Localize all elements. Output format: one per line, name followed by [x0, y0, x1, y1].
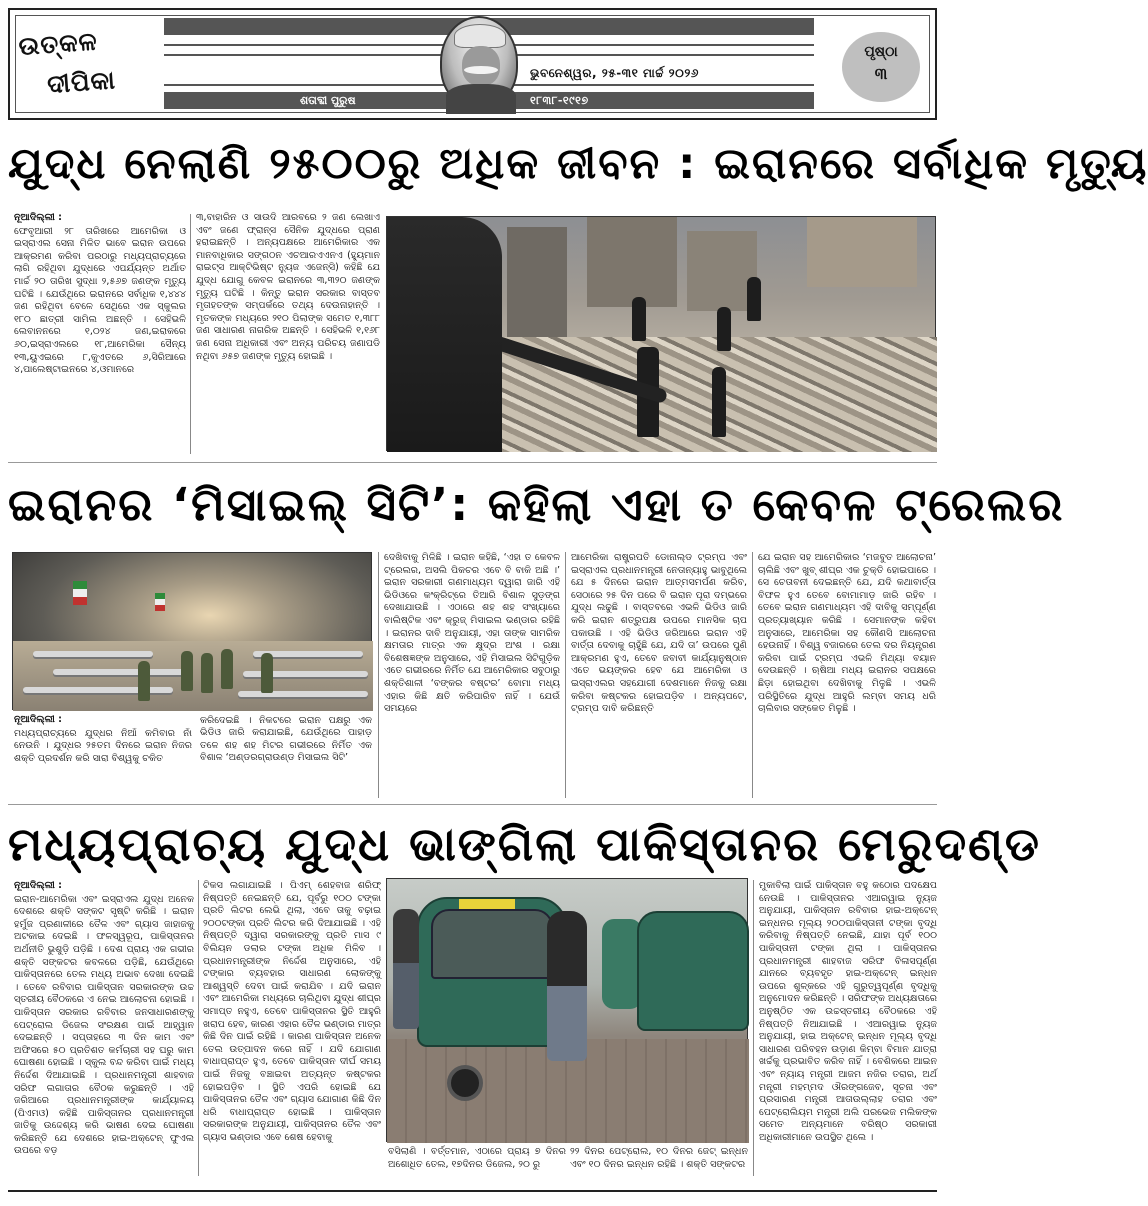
photo-missile: [23, 687, 173, 693]
centenary-label: ଶତାବ୍ଦୀ ପୁରୁଷ: [300, 94, 356, 107]
story-divider: [8, 462, 937, 463]
story2-column-3: [384, 552, 560, 800]
photo-building: [507, 227, 567, 337]
photo-soldier: [221, 649, 233, 689]
story3-photo-auto-rickshaws: [386, 878, 748, 1142]
photo-rescue-worker: [632, 297, 646, 341]
photo-soldier: [138, 661, 150, 701]
photo-soldier: [181, 651, 193, 691]
story1-photo-rubble-rescue: [386, 216, 936, 451]
story3-text-4: ୨୨ ଦିନର ପେଟ୍ରୋଲ, ୧୦ ଦିନର ଜେଟ୍ ଇନ୍ଧନ ଏବଂ ୧୦ ଦିନର ଇନ୍ଧନ ରହିଛି । ଶକ୍ତି ସଙ୍କଟର: [570, 1146, 748, 1170]
story1-column-1: [14, 212, 186, 457]
story3-headline: ମଧ୍ୟପ୍ରାଚ୍ୟ ଯୁଦ୍ଧ ଭାଙ୍ଗିଲା ପାକିସ୍ତାନର ମେରୁଦଣ୍ଡ: [8, 817, 1041, 871]
story2-text-3: ଦେଖିବାକୁ ମିଳିଛି । ଇରାନ କହିଛି, ‘ଏହା ତ କେବଳ ଟ୍ରେଲର, ଅସଲି ପିକଚର ଏବେ ବି ବାକି ଅଛି ।’ ଇରାନ ସରକାରୀ ଗଣମାଧ୍ୟମ ଦ୍ୱାରା ଜାରି ଏହି ଭିଡିଓରେ କଂକ୍ରିଟ୍ରେ ତିଆରି ବିଶାଳ ସୁଡ଼ଙ୍ଗ ଦେଖାଯାଉଛି । ଏଠାରେ ଶହ ଶହ ସଂଖ୍ୟାରେ ବାଲିଷ୍ଟିକ ଏବଂ କ୍ରୁଜ୍ ମିସାଇଲ ଭଣ୍ଡାର ରହିଛି । ଇରାନର ଦାବି ଅନୁଯାୟୀ, ଏହା ତାଙ୍କ ସାମରିକ କ୍ଷମତାର ମାତ୍ର ଏକ କ୍ଷୁଦ୍ର ଅଂଶ । ରକ୍ଷା ବିଶେଷଜ୍ଞଙ୍କ ଅନୁସାରେ, ଏହି ମିସାଇଲ ସିଟିଗୁଡ଼ିକ ଏତେ ଗଭୀରରେ ନିର୍ମିତ ଯେ ଆମେରିକାର ସବୁଠାରୁ ଶକ୍ତିଶାଳୀ ‘ବଙ୍କର ବଷ୍ଟର’ ବୋମା ମଧ୍ୟ ଏହାର କିଛି କ୍ଷତି କରିପାରିବ ନାହିଁ । ଯେଉଁ ସମୟରେ: [384, 552, 560, 715]
photo-man-standing: [393, 909, 419, 1029]
story2-dateline: ନୂଆଦିଲ୍ଲୀ :: [14, 714, 62, 725]
story2-text-5: ଯେ ଇରାନ ସହ ଆମେରିକାର ‘ମଜବୁତ ଆଲୋଚନା’ ଚାଲିଛି ଏବଂ ଖୁବ୍ ଶୀଘ୍ର ଏକ ଚୁକ୍ତି ହୋଇପାରେ । ସେ ଚେତାବନୀ ଦେଇଛନ୍ତି ଯେ, ଯଦି କଥାବାର୍ତ୍ତା ବିଫଳ ହୁଏ ତେବେ ବୋମାମାଡ଼ ଜାରି ରହିବ । ତେବେ ଇରାନ ଗଣମାଧ୍ୟମ ଏହି ଦାବିକୁ ସମ୍ପୂର୍ଣ୍ଣ ପ୍ରତ୍ୟାଖ୍ୟାନ କରିଛି । ସେମାନଙ୍କ କହିବା ଅନୁସାରେ, ଆମେରିକା ସହ କୌଣସି ଆଲୋଚନା ହେଉନାହିଁ । ବିଶ୍ୱ ବଜାରରେ ତେଲ ଦର ନିୟନ୍ତ୍ରଣ କରିବା ପାଇଁ ଟ୍ରମ୍ପ ଏଭଳି ମିଥ୍ୟା ବୟାନ ଦେଉଛନ୍ତି । ଋଷିଆ ମଧ୍ୟ ଇରାନର ସପକ୍ଷରେ ଛିଡ଼ା ହୋଇଥିବା ଦେଖିବାକୁ ମିଳୁଛି । ଏଭଳି ପରିସ୍ଥିତିରେ ଯୁଦ୍ଧ ଆହୁରି ଲମ୍ବା ସମୟ ଧରି ଚାଲିବାର ସଙ୍କେତ ମିଳୁଛି ।: [758, 552, 936, 715]
photo-rickshaw-wheel: [447, 1065, 483, 1101]
photo-building: [587, 217, 677, 307]
story3-column-5: [759, 880, 937, 1180]
portrait-shoulders: [446, 84, 516, 114]
story1-column-2: [196, 212, 380, 457]
photo-soldier: [261, 653, 273, 693]
photo-rescue-worker: [717, 307, 731, 351]
story2-column-4: [571, 552, 747, 800]
story3-text-3: ବସିଲାଣି । ବର୍ତ୍ତମାନ, ଏଠାରେ ପ୍ରାୟ ୭ ଦିନର ଅଶୋଧିତ ତେଲ, ୧୭ଦିନର ଡିଜେଲ, ୨୦ ରୁ: [388, 1146, 566, 1170]
story1-text-2: ୩,ବାହାରିନ ଓ ସାଉଦି ଆରବରେ ୨ ଜଣ ଲେଖାଏ ଏବଂ ଜଣେ ଫ୍ରାନ୍ସ ସୈନିକ ଯୁଦ୍ଧରେ ପ୍ରାଣ ହରାଇଛନ୍ତି । ଅନ୍ୟପକ୍ଷରେ ଆମେରିକାର ଏକ ମାନବାଧିକାର ସଙ୍ଗଠନ ଏଚଆରଏଏନଏ (ହ୍ୟୁମାନ ରାଇଟ୍ସ ଆକ୍ଟିଭିଷ୍ଟ ନ୍ୟୁଜ ଏଜେନ୍ସି) କହିଛି ଯେ ଯୁଦ୍ଧ ଯୋଗୁ କେବଳ ଇରାନରେ ୩,୩୨୦ ଜଣଙ୍କ ମୃତ୍ୟୁ ଘଟିଛି । କିନ୍ତୁ ଇରାନ ସରକାର ବାସ୍ତବ ମୃତାହତଙ୍କ ସମ୍ପର୍କରେ ତଥ୍ୟ ଦେଉନାହାନ୍ତି । ମୃତକଙ୍କ ମଧ୍ୟରେ ୨୧୦ ପିଲାଙ୍କ ସମେତ ୧,୩୮୮ ଜଣ ସାଧାରଣ ନାଗରିକ ଅଛନ୍ତି । ସେହିଭଳି ୧,୧୬୮ ଜଣ ସେନା ଅଧିକାରୀ ଏବଂ ଅନ୍ୟ ପରିଚୟ ଜଣାପଡି ନଥିବା ୬୫୭ ଜଣଙ୍କ ମୃତ୍ୟୁ ହୋଇଛି ।: [196, 212, 380, 362]
photo-missile: [53, 669, 193, 675]
founder-portrait: [440, 16, 518, 108]
story-divider: [8, 804, 937, 805]
story3-dateline: ନୂଆଦିଲ୍ଲୀ :: [14, 880, 62, 891]
photo-rickshaw-windshield: [431, 909, 553, 979]
portrait-moustache: [464, 66, 498, 74]
column-rule: [753, 880, 754, 1176]
story3-column-3: [388, 1146, 566, 1180]
logo-line-1: ଉତ୍କଳ: [17, 26, 99, 61]
page-label: ପୃଷ୍ଠା: [864, 44, 898, 60]
story3-text-5: ମୁକାବିଲା ପାଇଁ ପାକିସ୍ତାନ ବହୁ କଠୋର ପଦକ୍ଷେପ ନେଉଛି । ପାକିସ୍ତାନର ଏଆରୱାଇ ନ୍ୟୁଜ ଅନୁଯାୟୀ, ପାକିସ୍ତାନ ରବିବାର ହାଇ-ଅକ୍ଟେନ୍ ଇନ୍ଧନର ମୂଲ୍ୟ ୨୦୦ପାକିସ୍ତାନୀ ଟଙ୍କା ବୃଦ୍ଧି କରିବାକୁ ନିଷ୍ପତ୍ତି ନେଇଛି, ଯାହା ପୂର୍ବ ୧୦୦ ପାକିସ୍ତାନୀ ଟଙ୍କା ଥିଲା । ପାକିସ୍ତାନର ପ୍ରଧାନମନ୍ତ୍ରୀ ଶାହବାଜ ସରିଫ ବିଳାସପୂର୍ଣ୍ଣ ଯାନରେ ବ୍ୟବହୃତ ହାଇ-ଅକ୍ଟେନ୍ ଇନ୍ଧନ ଉପରେ ଶୁଳ୍କରେ ଏହି ଗୁରୁତ୍ୱପୂର୍ଣ୍ଣ ବୃଦ୍ଧିକୁ ଅନୁମୋଦନ କରିଛନ୍ତି । ସରିଫଙ୍କ ଅଧ୍ୟକ୍ଷତାରେ ଅନୁଷ୍ଠିତ ଏକ ଉଚ୍ଚସ୍ତରୀୟ ବୈଠକରେ ଏହି ନିଷ୍ପତ୍ତି ନିଆଯାଇଛି । ଏଆରୱାଇ ନ୍ୟୁଜ ଅନୁଯାୟୀ, ହାଇ ଅକ୍ଟେନ୍ ଇନ୍ଧନ ମୂଲ୍ୟ ବୃଦ୍ଧି ସାଧାରଣ ପରିବହନ ଉଡ଼ାଣ କିମ୍ବା ବିମାନ ଯାତ୍ରା ଖର୍ଚ୍ଚକୁ ପ୍ରଭାବିତ କରିବ ନାହିଁ । ବେଶିକରେ ଆଇନ ଏବଂ ନ୍ୟାୟ ମନ୍ତ୍ରୀ ଆଜମ ନଜିର ତରାର, ଅର୍ଥ ମନ୍ତ୍ରୀ ମହମ୍ମଦ ଔରଙ୍ଗଜେବ, ସୂଚନା ଏବଂ ପ୍ରସାରଣ ମନ୍ତ୍ରୀ ଆତାଉଲ୍ଲାହ ତରାର ଏବଂ ପେଟ୍ରୋଲିୟମ ମନ୍ତ୍ରୀ ଅଲି ପରଭେଜ ମଲିକଙ୍କ ସମେତ ଅନ୍ୟମାନେ ବରିଷ୍ଠ ସରକାରୀ ଅଧିକାରୀମାନେ ଉପସ୍ଥିତ ଥିଲେ ।: [759, 880, 937, 1143]
story3-text-2: ଟିକସ ଲଗାଯାଇଛି । ପିଏମ୍ ଶେହବାଜ ଶରିଫ୍ ନିଷ୍ପତ୍ତି ନେଇଛନ୍ତି ଯେ, ପୂର୍ବରୁ ୧୦୦ ଟଙ୍କା ପ୍ରତି ଲିଟର ଲେଭି ଥିଲା, ଏବେ ତାକୁ ବଢ଼ାଇ ୨୦୦ଟଙ୍କା ପ୍ରତି ଲିଟର କରି ଦିଆଯାଇଛି । ଏହି ନିଷ୍ପତ୍ତି ଦ୍ୱାରା ସରକାରଙ୍କୁ ପ୍ରତି ମାସ ୯ ବିଲିୟନ ଡଲାର ଟଙ୍କା ଅଧିକ ମିଳିବ । ପ୍ରଧାନମନ୍ତ୍ରୀଙ୍କ ନିର୍ଦ୍ଦେଶ ଅନୁସାରେ, ଏହି ଟଙ୍କାର ବ୍ୟବହାର ସାଧାରଣ ଲୋକଙ୍କୁ ଆଶ୍ୱସ୍ତି ଦେବା ପାଇଁ କରାଯିବ । ଯଦି ଇରାନ ଏବଂ ଆମେରିକା ମଧ୍ୟରେ ଚାଲିଥିବା ଯୁଦ୍ଧ ଶୀଘ୍ର ସମାପ୍ତ ନହୁଏ, ତେବେ ପାକିସ୍ତାନର ସ୍ଥିତି ଆହୁରି ଖରାପ ହେବ, କାରଣ ଏହାର ତୈଳ ଭଣ୍ଡାର ମାତ୍ର କିଛି ଦିନ ପାଇଁ ରହିଛି । କାରଣ ପାକିସ୍ତାନ ଅନେକ ତେଲ ଉତ୍ପାଦନ କରେ ନାହିଁ । ଯଦି ଯୋଗାଣ ବାଧାପ୍ରାପ୍ତ ହୁଏ, ତେବେ ପାକିସ୍ତାନ ଦୀର୍ଘ ସମୟ ପାଇଁ ନିଜକୁ ବଞ୍ଚାଇବା ଅତ୍ୟନ୍ତ କଷ୍ଟକର ହୋଇପଡ଼ିବ । ସ୍ଥିତି ଏପରି ହୋଇଛି ଯେ ପାକିସ୍ତାନର ତୈଳ ଏବଂ ଗ୍ୟାସ ଯୋଗାଣ କିଛି ଦିନ ଧରି ବାଧାପ୍ରାପ୍ତ ହୋଇଛି । ପାକିସ୍ତାନ ସରକାରଙ୍କ ଅନୁଯାୟୀ, ପାକିସ୍ତାନର ତୈଳ ଏବଂ ଗ୍ୟାସ ଭଣ୍ଡାର ଏବେ ଶେଷ ହେବାକୁ: [203, 880, 381, 1143]
story2-photo-missile-tunnel: [12, 552, 372, 710]
issue-dateline: ଭୁବନେଶ୍ୱର, ୨୫-୩୧ ମାର୍ଚ୍ଚ ୨୦୨୬: [530, 66, 699, 80]
column-rule: [198, 880, 199, 1176]
portrait-turban: [454, 24, 506, 48]
photo-man-with-mask: [547, 911, 587, 1061]
photo-missile: [238, 691, 368, 697]
logo-line-2: ଦୀପିକା: [46, 65, 117, 100]
page-number: ୩: [874, 64, 888, 83]
photo-rescue-worker: [747, 277, 761, 321]
photo-rickshaw: [602, 919, 642, 1009]
column-rule: [752, 552, 753, 798]
story2-column-1: [14, 714, 372, 800]
masthead: [8, 8, 937, 120]
page-bottom-rule: [8, 1190, 937, 1192]
story2-text-1: ମଧ୍ୟପ୍ରାଚ୍ୟରେ ଯୁଦ୍ଧର ନିଆଁ କମିବାର ନାଁ ନେଉନି । ଯୁଦ୍ଧର ୨୫ତମ ଦିନରେ ଇରାନ ନିଜର ଶକ୍ତି ପ୍ରଦର୍ଶନ କରି ସାରା ବିଶ୍ୱକୁ ଚକିତ: [14, 727, 192, 764]
story3-column-1: [14, 880, 194, 1178]
story1-headline: ଯୁଦ୍ଧ ନେଲାଣି ୨୫୦୦ରୁ ଅଧିକ ଜୀବନ : ଇରାନରେ ସର୍ବାଧିକ ମୃତ୍ୟୁ: [8, 139, 1148, 189]
photo-rescue-worker: [712, 367, 726, 437]
column-rule: [378, 552, 379, 798]
story3-column-4: [570, 1146, 748, 1180]
column-rule: [565, 552, 566, 798]
story2-text-4: ଆମେରିକା ରାଷ୍ଟ୍ରପତି ଡୋନାଲ୍ଡ ଟ୍ରମ୍ପ ଏବଂ ଇସ୍ରାଏଲ ପ୍ରଧାନମନ୍ତ୍ରୀ ନେତାନ୍ୟାହୁ ଭାବୁଥିଲେ ଯେ ୫ ଦିନରେ ଇରାନ ଆତ୍ମସମର୍ପଣ କରିବ, ସେଠାରେ ୨୫ ଦିନ ପରେ ବି ଇରାନ ପୂରା ଦମ୍ଭରେ ଯୁଦ୍ଧ ଲଢୁଛି । ବାସ୍ତବରେ ଏଭଳି ଭିଡିଓ ଜାରି କରି ଇରାନ ଶତ୍ରୁପକ୍ଷ ଉପରେ ମାନସିକ ଚାପ ପକାଉଛି । ଏହି ଭିଡିଓ ଜରିଆରେ ଇରାନ ଏହି ବାର୍ତ୍ତା ଦେବାକୁ ଚାହୁଁଛି ଯେ, ଯଦି ତା’ ଉପରେ ପୁଣି ଆକ୍ରମଣ ହୁଏ, ତେବେ ଜବାବୀ କାର୍ଯ୍ୟାନୁଷ୍ଠାନ ଏତେ ଭୟଙ୍କର ହେବ ଯେ ଆମେରିକା ଓ ଇସ୍ରାଏଲର ସହଯୋଗୀ ଦେଶମାନେ ନିଜକୁ ରକ୍ଷା କରିବା କଷ୍ଟକର ହୋଇପଡ଼ିବ । ଅନ୍ୟପଟେ, ଟ୍ରମ୍ପ ଦାବି କରିଛନ୍ତି: [571, 552, 747, 715]
founder-years: ୧୮୩୮-୧୯୧୭: [530, 94, 589, 107]
photo-missile: [33, 651, 153, 657]
story2-headline: ଇରାନର ‘ମିସାଇଲ୍ ସିଟି’: କହିଲା ଏହା ତ କେବଳ ଟ୍ରେଲର: [8, 478, 1065, 531]
photo-soldier: [201, 653, 213, 693]
photo-rickshaw-front: [417, 897, 567, 1047]
story2-column-5: [758, 552, 936, 800]
story3-column-2: [203, 880, 381, 1178]
story3-text-1: ଇରାନ-ଆମେରିକା ଏବଂ ଇସ୍ରାଏଲ ଯୁଦ୍ଧ ଅନେକ ଦେଶରେ ଶକ୍ତି ସଙ୍କଟ ସୃଷ୍ଟି କରିଛି । ଇରାନ ହର୍ମୁଜ ପ୍ରଣାଳୀରେ ତୈଳ ଏବଂ ଗ୍ୟାସ ଜାହାଜକୁ ଅଟକାଇ ଦେଇଛି । ଫଳସ୍ୱରୂପ, ପାକିସ୍ତାନର ଅର୍ଥନୀତି ଭୁଶୁଡ଼ି ପଡ଼ିଛି । ଦେଶ ପ୍ରାୟ ଏକ ଗଭୀର ଶକ୍ତି ସଙ୍କଟର କବଳରେ ପଡ଼ିଛି, ଯେଉଁଥିରେ ପାକିସ୍ତାନରେ ତେଲ ମଧ୍ୟ ଅଭାବ ଦେଖା ଦେଇଛି । ତେବେ ରବିବାର ପାକିସ୍ତାନ ସରକାରଙ୍କ ଉଚ୍ଚ ସ୍ତରୀୟ ବୈଠକରେ ଏ ନେଇ ଆଲୋଚନା ହୋଇଛି । ପାକିସ୍ତାନ ସରକାର ରବିବାର ଜନସାଧାରଣଙ୍କୁ ପେଟ୍ରୋଲ ଡିଜେଲ ସଂରକ୍ଷଣ ପାଇଁ ଆହ୍ୱାନ ଦେଇଛନ୍ତି । ସପ୍ତାହରେ ୩ ଦିନ କାମ ଏବଂ ଅଫିସରେ ୫୦ ପ୍ରତିଶତ କର୍ମଚାରୀ ସହ ଘରୁ କାମ ଘୋଷଣା ହୋଇଛି । ସ୍କୁଲ ବନ୍ଦ କରିବା ପାଇଁ ମଧ୍ୟ ନିର୍ଦ୍ଦେଶ ଦିଆଯାଇଛି । ପ୍ରଧାନମନ୍ତ୍ରୀ ଶାହବାଜ ସରିଫ ଲଗାତାର ବୈଠକ କରୁଛନ୍ତି । ଏହି ଜରିଆରେ ପ୍ରଧାନମନ୍ତ୍ରୀଙ୍କ କାର୍ଯ୍ୟାଳୟ (ପିଏମଓ) କହିଛି ପାକିସ୍ତାନର ପ୍ରଧାନମନ୍ତ୍ରୀ ଜାତିକୁ ଉଦ୍ଦେଶ୍ୟ କରି ଭାଷଣ ଦେଇ ଘୋଷଣା କରିଛନ୍ତି ଯେ ଦେଶରେ ହାଇ-ଅକ୍ଟେନ୍ ଫୁଏଲ ଉପରେ ବଡ଼: [14, 893, 194, 1157]
column-rule: [190, 214, 191, 454]
photo-rickshaw: [637, 911, 749, 1031]
story1-text-1: ଫେବୃଆରୀ ୨୮ ତାରିଖରେ ଆମେରିକା ଓ ଇସ୍ରାଏଲ ସେନା ମିଳିତ ଭାବେ ଇରାନ ଉପରେ ଆକ୍ରମଣ କରିବା ପରଠାରୁ ମଧ୍ୟପ୍ରାଚ୍ୟରେ ଲାଗି ରହିଥିବା ଯୁଦ୍ଧରେ ଏପର୍ଯ୍ୟନ୍ତ ଅର୍ଥାତ ମାର୍ଚ୍ଚ ୨୦ ତାରିଖ ସୁଦ୍ଧା ୨,୫୬୭ ଜଣଙ୍କ ମୃତ୍ୟୁ ଘଟିଛି । ଯେଉଁଥିରେ ଇରାନରେ ସର୍ବାଧିକ ୧,୪୪୪ ଜଣ ରହିଥିବା ବେଳେ ସେଥିରେ ଏକ ସ୍କୁଲର ୧୮୦ ଛାତ୍ରୀ ସାମିଲ ଅଛନ୍ତି । ସେହିଭଳି ଲେବାନନରେ ୧,୦୨୪ ଜଣ,ଇରାକରେ ୬୦,ଇସ୍ରାଏଲରେ ୧୮,ଆମେରିକା ସୈନ୍ୟ ୧୩,ୟୁଏଇରେ ୮,କୁଏତରେ ୬,ସିରିଆରେ ୪,ପାଲେଷ୍ଟାଇନରେ ୪,ଓମାନରେ: [14, 225, 186, 376]
newspaper-logo: [17, 17, 165, 111]
photo-building: [807, 217, 917, 287]
story1-dateline: ନୂଆଦିଲ୍ଲୀ :: [14, 212, 62, 223]
photo-iran-flag: [155, 593, 165, 611]
story2-text-2: କରିଦେଇଛି । ନିକଟରେ ଇରାନ ପକ୍ଷରୁ ଏକ ଭିଡିଓ ଜାରି କରାଯାଇଛି, ଯେଉଁଥିରେ ପାହାଡ଼ ତଳେ ଶହ ଶହ ମିଟର ଗଭୀରରେ ନିର୍ମିତ ଏକ ବିଶାଳ ‘ଅଣ୍ଡରଗ୍ରାଉଣ୍ଡ ମିସାଇଲ ସିଟି’: [200, 714, 372, 764]
page-badge: [842, 32, 920, 102]
photo-iran-flag: [73, 581, 87, 605]
photo-man-foreground: [387, 217, 502, 452]
